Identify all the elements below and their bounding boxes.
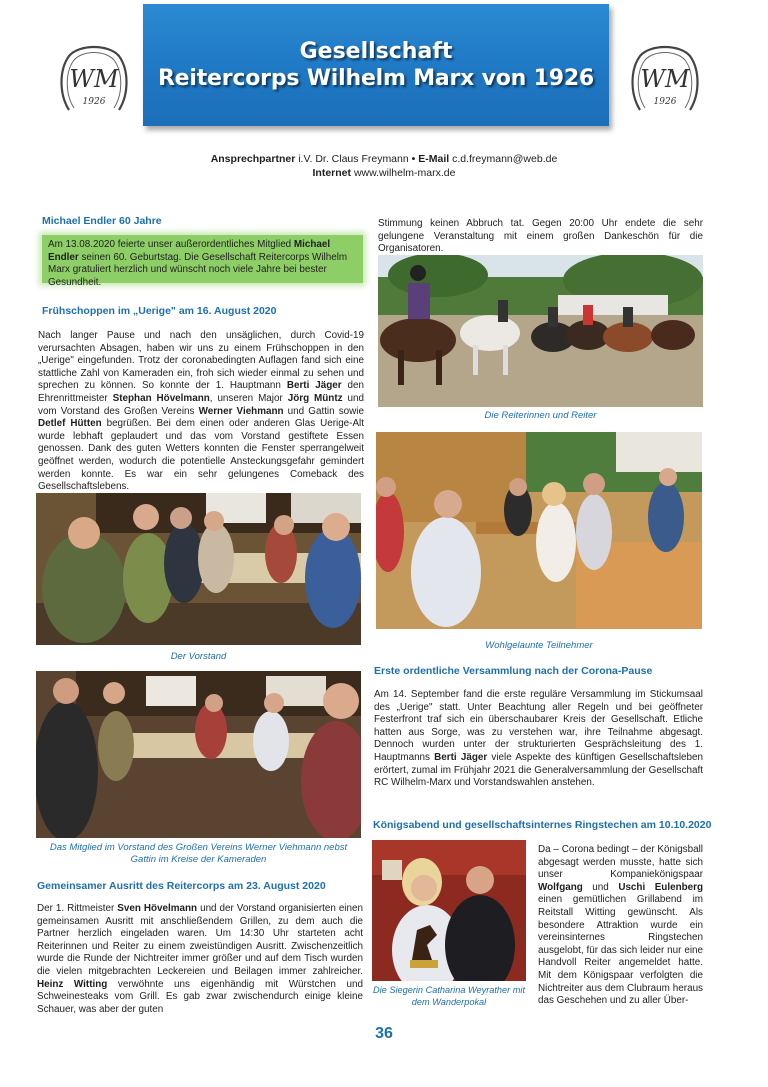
contact-block [0,152,768,180]
text-ausritt: Der 1. Rittmeister Sven Hövelmann und der Vorstand organisierten einen gemeinsamen Ausritt mit anschließendem Grillen, zu dem auch die Partner herzlich eingeladen waren. Um 14:30 Uhr starteten acht Reiterinnen und Reiter zu einem zweistündigen Ausritt. Zwischenzeitlich wurde die Runde der Nichtreiter immer größer und auf dem Tisch wurden die vielen mitgebrachten Leckereien und Beilagen immer zahlreicher. Heinz Witting verwöhnte uns eigenhändig mit Würstchen und Schweinesteaks vom Grill. Es gab zwar zwischendurch einige kleine Schauer, was aber der guten [37,903,363,1015]
website-link[interactable]: www.wilhelm-marx.de [353,167,456,179]
heading-versammlung: Erste ordentliche Versammlung nach der Corona-Pause [374,665,653,677]
caption-viehmann: Das Mitglied im Vorstand des Großen Vereins Werner Viehmann nebst Gattin im Kreise der Kameraden [49,842,348,865]
heading-koenigsabend: Königsabend und gesellschaftsinternes Ringstechen am 10.10.2020 [373,819,712,831]
caption-siegerin: Die Siegerin Catharina Weyrather mit dem Wanderpokal [373,985,525,1007]
heading-endler: Michael Endler 60 Jahre [42,215,162,227]
logo-year: 1926 [653,97,677,107]
text-koenigsabend: Da – Corona bedingt – der Königsball abgesagt werden musste, hatte sich unser Kompaniekönigspaar Wolfgang und Uschi Eulenberg einen gemütlichen Grillabend im Reitstall Witting gewünscht. Als besondere Attraktion wurde ein vereinsinternes Ringstechen ausgelobt, für das sich leider nur eine Handvoll Reiter angemeldet hatte. Mit dem Königspaar verfolgten die Nichtreiter aus dem Clubraum heraus das Geschehen und zu aller Über- [538,844,704,1007]
contact-label: Ansprechpartner [210,153,296,165]
club-logo-left [55,42,133,116]
logo-year: 1926 [82,97,106,107]
caption-reiter: Die Reiterinnen und Reiter [484,410,597,421]
photo-siegerin [372,840,526,981]
photo-vorstand [36,493,361,645]
photo-viehmann [36,671,361,838]
header-title-line1: Gesellschaft [299,38,453,64]
club-logo-right [626,42,704,116]
text-fruehschoppen: Nach langer Pause und nach den unsäglichen, durch Covid-19 verursachten Absagen, haben wir uns zu einem Frühschoppen in den „Uerige" eingefunden. Trotz der coronabedingten Auflagen fand sich eine stattliche Zahl von Kameraden ein, froh sich wieder einmal zu sehen und sprechen zu können. So konnte der 1. Hauptmann Berti Jäger den Ehrenrittmeister Stephan Hövelmann, unseren Major Jörg Müntz und vom Vorstand des Großen Vereins Werner Viehmann und Gattin sowie Detlef Hütten begrüßen. Bei dem einen oder anderen Glas Uerige-Alt wurde lebhaft geplaudert und das vom Vorstand gestiftete Essen genossen. Dank des guten Wetters konnten die Fenster sperrangelweit geöffnet werden, wodurch die potentielle Ansteckungsgefahr gemindert werden konnte. Es war ein sehr gelungenes Comeback des Gesellschaftslebens. [38,330,365,493]
heading-fruehschoppen: Frühschoppen im „Uerige" am 16. August 2020 [42,305,277,317]
contact-person: i.V. Dr. Claus Freymann [298,153,409,165]
email-label: E-Mail [418,153,450,165]
highlight-box-endler: Am 13.08.2020 feierte unser außerordentliches Mitglied Michael Endler seinen 60. Geburtstag. Die Gesellschaft Reitercorps Wilhelm Marx gratuliert herzlich und wünscht noch viele Jahre bei bester Gesundheit. [42,235,363,283]
header-title-line2: Reitercorps Wilhelm Marx von 1926 [157,66,595,91]
heading-ausritt: Gemeinsamer Ausritt des Reitercorps am 23. August 2020 [37,880,326,892]
page-number: 36 [375,1025,393,1042]
header-banner [143,4,609,126]
text-versammlung: Am 14. September fand die erste reguläre Versammlung im Stickumsaal des „Uerige" statt. Unter Beachtung aller Regeln und bei geöffneter Festerfront traf sich ein überschaubarer Kreis der Gesellschaft. Etliche hatten aus Sorge, was zu verstehen war, ihre Teilnahme abgesagt. Dennoch wurden unter der strukturierten Gesprächsleitung des 1. Hauptmanns Berti Jäger viele Aspekte des künftigen Gesellschaftsleben erörtert, zumal im Frühjahr 2021 die Generalversammlung der Gesellschaft RC Wilhelm-Marx und Vorstandswahlen anstehen. [374,689,703,789]
caption-vorstand: Der Vorstand [170,651,227,662]
caption-teilnehmer: Wohlgelaunte Teilnehmer [485,640,593,651]
logo-monogram: WM [69,65,119,93]
internet-label: Internet [312,167,352,179]
contact-line-1: Ansprechpartner i.V. Dr. Claus Freymann • E-Mail c.d.freymann@web.de [210,153,558,165]
email-link[interactable]: c.d.freymann@web.de [452,153,558,165]
photo-reiter [378,255,703,407]
logo-monogram: WM [640,65,690,93]
contact-line-2 [0,166,768,180]
text-ausritt-continued: Stimmung keinen Abbruch tat. Gegen 20:00 Uhr endete die sehr gelungene Veranstaltung mit einem großen Dankeschön für die Organisatoren. [378,218,703,255]
photo-teilnehmer [376,432,702,629]
